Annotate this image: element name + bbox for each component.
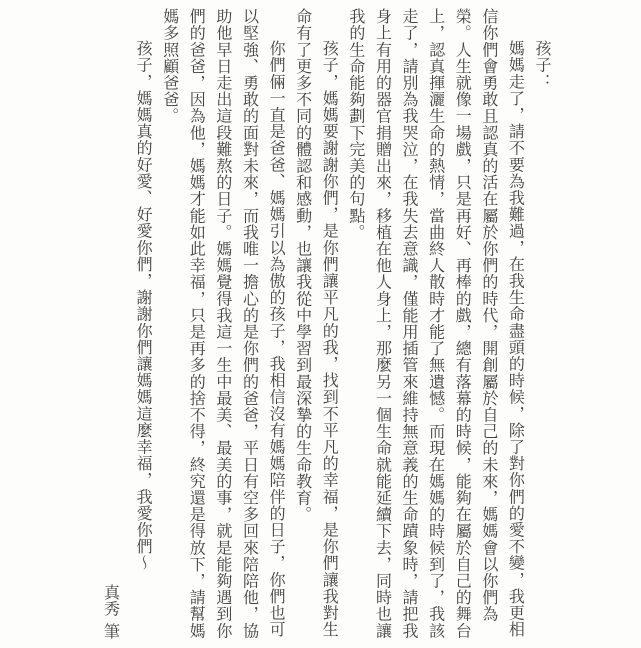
signature: 真秀 筆 <box>101 583 121 639</box>
paragraph-2: 孩子，媽媽要謝謝你們，是你們讓平凡的我，找到不平凡的幸福，是你們讓我對生命有了更多不同的體認和感動，也讓我從中學習到最深摯的生命教育。 <box>293 8 340 638</box>
salutation: 孩子： <box>533 40 552 90</box>
paragraph-4: 孩子，媽媽真的好愛、好愛你們，謝謝你們讓媽媽這麼幸福，我愛你們～ <box>134 40 154 572</box>
paragraph-3: 你們倆一直是爸爸、媽媽引以為傲的孩子，我相信沒有媽媽陪伴的日子，你們也可以堅強、勇敢的面對未來，而我唯一擔心的是你們的爸爸，平日有空多回來陪陪他，協助他早日走出這段難熬的日子。媽媽覺得我這一生中最美、最美的事，就是能夠遇到你們的爸爸，因為他，媽媽才能如此幸福，只是再多的捨不得，終究還是得放下，請幫媽媽多照顧爸爸。 <box>160 8 287 639</box>
paragraph-1: 媽媽走了，請不要為我難過，在我生命盡頭的時候，除了對你們的愛不變，我更相信你們會勇敢且認真的活在屬於你們的時代，開創屬於自己的未來，媽媽會以你們為榮。人生就像一場戲，只是再好、再棒的戲，總有落幕的時候，能夠在屬於自己的舞台上，認真揮灑生命的熱情，當曲終人散時才能了無遺憾。而現在媽媽的時候到了，我該走了，請別為我哭泣，在我失去意識，僅能用插管來維持無意義的生命蹟象時，請把我身上有用的器官捐贈出來，移植在他人身上，那麼另一個生命就能延續下去，同時也讓我的生命能夠劃下完美的句點。 <box>346 8 526 639</box>
